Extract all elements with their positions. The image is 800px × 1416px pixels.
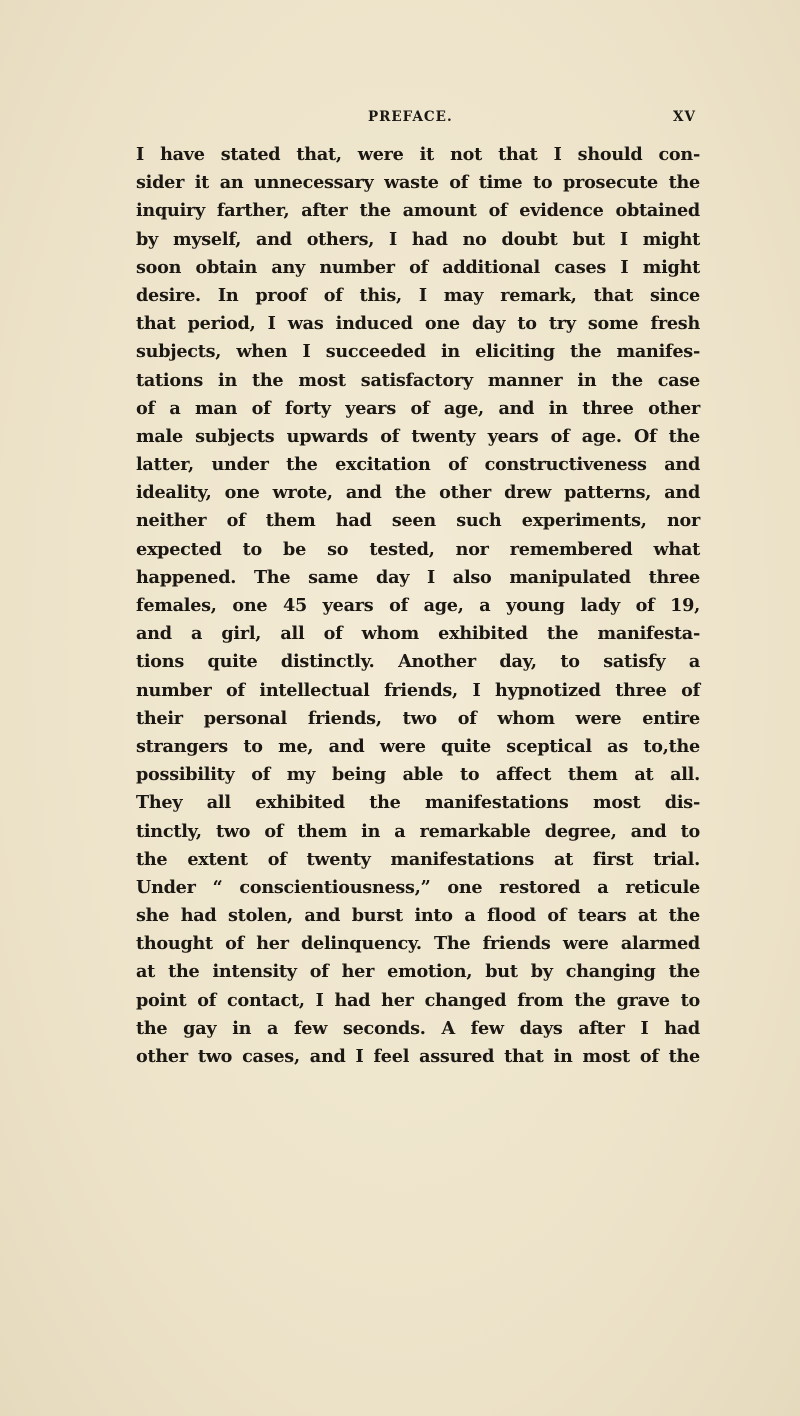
text-line: neither of them had seen such experiments, nor bbox=[136, 510, 700, 532]
text-line: and a girl, all of whom exhibited the manifesta- bbox=[136, 623, 700, 645]
text-line: sider it an unnecessary waste of time to prosecute the bbox=[136, 172, 700, 194]
text-line: inquiry farther, after the amount of evidence obtained bbox=[136, 200, 700, 222]
text-line: number of intellectual friends, I hypnotized three of bbox=[136, 679, 700, 701]
running-title: PREFACE. bbox=[368, 109, 453, 125]
text-line: point of contact, I had her changed from the grave to bbox=[136, 989, 700, 1011]
text-line: at the intensity of her emotion, but by changing the bbox=[136, 961, 700, 983]
running-head bbox=[136, 109, 696, 133]
page-number: XV bbox=[673, 109, 696, 125]
text-line: thought of her delinquency. The friends were alarmed bbox=[136, 933, 700, 955]
text-line: expected to be so tested, nor remembered what bbox=[136, 538, 700, 560]
text-line: ideality, one wrote, and the other drew patterns, and bbox=[136, 482, 700, 504]
text-line: Under “ conscientiousness,” one restored a reticule bbox=[136, 876, 700, 898]
text-line: tinctly, two of them in a remarkable degree, and to bbox=[136, 820, 700, 842]
text-line: I have stated that, were it not that I should con- bbox=[136, 144, 700, 165]
text-line: the gay in a few seconds. A few days after I had bbox=[136, 1017, 700, 1039]
text-line: she had stolen, and burst into a flood of tears at the bbox=[136, 905, 700, 927]
text-line: possibility of my being able to affect them at all. bbox=[136, 764, 700, 786]
text-line: latter, under the excitation of constructiveness and bbox=[136, 454, 700, 476]
text-line: happened. The same day I also manipulated three bbox=[136, 566, 700, 588]
text-line: desire. In proof of this, I may remark, that since bbox=[136, 284, 700, 306]
body-text bbox=[136, 141, 700, 1071]
text-line: their personal friends, two of whom were entire bbox=[136, 707, 700, 729]
text-line: other two cases, and I feel assured that in most of the bbox=[136, 1046, 700, 1067]
text-line: that period, I was induced one day to try some fresh bbox=[136, 313, 700, 335]
text-line: by myself, and others, I had no doubt but I might bbox=[136, 228, 700, 250]
text-line: tations in the most satisfactory manner in the case bbox=[136, 369, 700, 391]
text-line: male subjects upwards of twenty years of age. Of the bbox=[136, 425, 700, 447]
text-line: of a man of forty years of age, and in three other bbox=[136, 397, 700, 419]
text-line: tions quite distinctly. Another day, to satisfy a bbox=[136, 651, 700, 673]
text-line: subjects, when I succeeded in eliciting the manifes- bbox=[136, 341, 700, 363]
text-line: females, one 45 years of age, a young lady of 19, bbox=[136, 595, 700, 616]
text-line: strangers to me, and were quite sceptical as to,the bbox=[136, 735, 700, 757]
text-line: the extent of twenty manifestations at first trial. bbox=[136, 848, 700, 870]
text-line: They all exhibited the manifestations most dis- bbox=[136, 792, 700, 814]
text-line: soon obtain any number of additional cases I might bbox=[136, 256, 700, 278]
